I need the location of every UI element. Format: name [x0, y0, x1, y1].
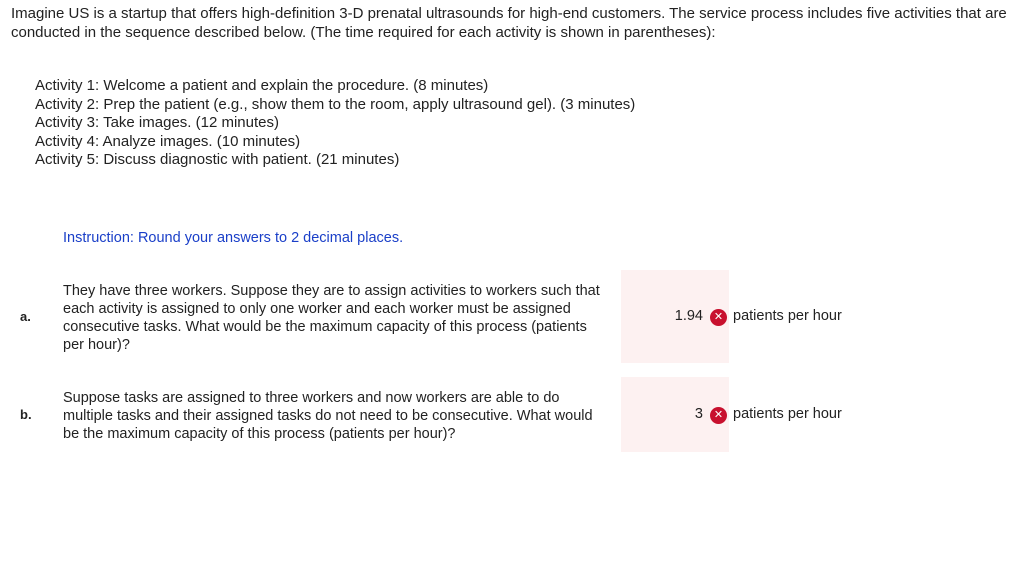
incorrect-x-icon: ✕ [710, 309, 727, 326]
answer-b-value[interactable]: 3 [694, 406, 703, 422]
answer-a-box[interactable] [621, 270, 729, 363]
activity-item: Activity 1: Welcome a patient and explain the procedure. (8 minutes) [35, 77, 489, 94]
activity-item: Activity 5: Discuss diagnostic with patient. (21 minutes) [35, 151, 400, 168]
activity-item: Activity 4: Analyze images. (10 minutes) [35, 132, 301, 150]
question-a-text: They have three workers. Suppose they are to assign activities to workers such that each activity is assigned to only one worker and each worker must be assigned consecutive tasks. What would be the maximum capacity of this process (patients per hour)? [63, 283, 600, 353]
question-a-letter: a. [20, 309, 31, 324]
question-b-letter: b. [20, 407, 32, 422]
answer-b-box[interactable] [621, 377, 729, 452]
answer-a-value[interactable]: 1.94 [674, 308, 703, 324]
answer-a-unit: patients per hour [733, 308, 842, 324]
activity-list [35, 77, 635, 170]
activity-item: Activity 3: Take images. (12 minutes) [35, 114, 279, 131]
question-b-text: Suppose tasks are assigned to three workers and now workers are able to do multiple tasks and their assigned tasks do not need to be consecutive. What would be the maximum capacity of this process (patients per hour)? [63, 390, 593, 442]
activity-item: Activity 2: Prep the patient (e.g., show them to the room, apply ultrasound gel). (3 minutes) [35, 95, 636, 113]
incorrect-x-icon: ✕ [710, 407, 727, 424]
instruction-text: Instruction: Round your answers to 2 decimal places. [63, 230, 404, 246]
problem-intro: Imagine US is a startup that offers high-definition 3-D prenatal ultrasounds for high-end customers. The service process includes five activities that are conducted in the sequence described below. (The time required for each activity is shown in parentheses): [11, 5, 1007, 41]
answer-b-unit: patients per hour [733, 406, 842, 422]
